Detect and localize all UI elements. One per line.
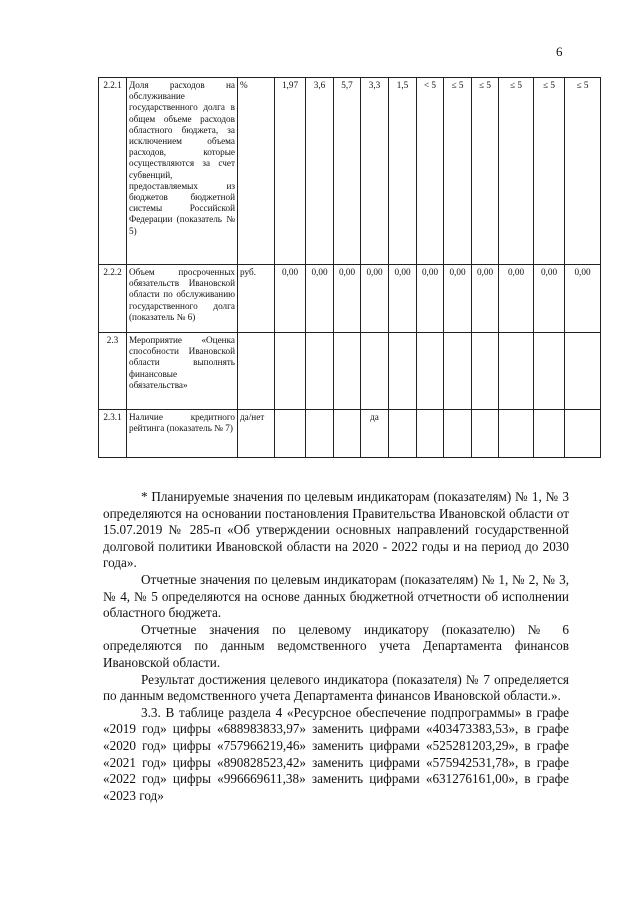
value-cell: 1,97 — [275, 78, 306, 265]
indicator-name-cell: Мероприятие «Оценка способности Ивановской области выполнять финансовые обязательства» — [127, 333, 238, 410]
value-cell: 0,00 — [444, 265, 472, 333]
paragraph: Отчетные значения по целевому индикатору (показателю) № 6 определяются по данным ведомственного учета Департамента финансов Ивановской области. — [103, 621, 569, 670]
value-cell — [275, 410, 306, 458]
row-number-cell: 2.3.1 — [99, 410, 127, 458]
indicator-name-cell: Наличие кредитного рейтинга (показатель № 7) — [127, 410, 238, 458]
unit-cell — [238, 333, 275, 410]
indicators-table — [98, 77, 601, 458]
value-cell: 0,00 — [534, 265, 565, 333]
value-cell — [306, 410, 334, 458]
value-cell: 0,00 — [499, 265, 534, 333]
value-cell — [275, 333, 306, 410]
value-cell — [534, 410, 565, 458]
page-number: 6 — [556, 44, 563, 59]
value-cell: ≤ 5 — [472, 78, 499, 265]
value-cell: 0,00 — [472, 265, 499, 333]
value-cell: 0,00 — [565, 265, 601, 333]
paragraph: 3.3. В таблице раздела 4 «Ресурсное обеспечение подпрограммы» в графе «2019 год» цифры «688983833,97» заменить цифрами «403473383,53», в графе «2020 год» цифры «757966219,46» заменить цифрами «525281203,29», в графе «2021 год» цифры «890828523,42» заменить цифрами «575942531,78», в графе «2022 год» цифры «996669611,38» заменить цифрами «631276161,00», в графе «2023 год» — [103, 704, 569, 803]
paragraph: * Планируемые значения по целевым индикаторам (показателям) № 1, № 3 определяются на основании постановления Правительства Ивановской области от 15.07.2019 № 285-п «Об утверждении основных направлений государственной долговой политики Ивановской области на 2020 - 2022 годы и на период до 2030 года». — [103, 489, 569, 571]
value-cell — [334, 333, 361, 410]
value-cell — [499, 410, 534, 458]
indicator-name-cell: Объем просроченных обязательств Ивановской области по обслуживанию государственного долга (показатель № 6) — [127, 265, 238, 333]
value-cell — [472, 333, 499, 410]
value-cell: ≤ 5 — [534, 78, 565, 265]
body-text — [103, 489, 569, 804]
value-cell — [565, 333, 601, 410]
value-cell — [417, 410, 444, 458]
value-cell: 0,00 — [275, 265, 306, 333]
table-row — [99, 410, 601, 458]
paragraph: Отчетные значения по целевым индикаторам (показателям) № 1, № 2, № 3, № 4, № 5 определяются на основе данных бюджетной отчетности об исполнении областного бюджета. — [103, 571, 569, 621]
table-row — [99, 78, 601, 265]
value-cell — [565, 410, 601, 458]
value-cell — [444, 333, 472, 410]
value-cell: 0,00 — [389, 265, 417, 333]
value-cell: 0,00 — [334, 265, 361, 333]
value-cell: 3,3 — [361, 78, 389, 265]
value-cell: 0,00 — [361, 265, 389, 333]
value-cell: ≤ 5 — [565, 78, 601, 265]
paragraph: Результат достижения целевого индикатора (показателя) № 7 определяется по данным ведомственного учета Департамента финансов Ивановской области.». — [103, 671, 569, 704]
value-cell — [389, 333, 417, 410]
value-cell — [306, 333, 334, 410]
value-cell — [444, 410, 472, 458]
table-row — [99, 265, 601, 333]
row-number-cell: 2.2.1 — [99, 78, 127, 265]
value-cell: ≤ 5 — [444, 78, 472, 265]
row-number-cell: 2.2.2 — [99, 265, 127, 333]
value-cell — [472, 410, 499, 458]
value-cell: 0,00 — [306, 265, 334, 333]
unit-cell: руб. — [238, 265, 275, 333]
value-cell: 5,7 — [334, 78, 361, 265]
value-cell: ≤ 5 — [499, 78, 534, 265]
unit-cell: % — [238, 78, 275, 265]
value-cell — [534, 333, 565, 410]
value-cell: да — [361, 410, 389, 458]
value-cell: 1,5 — [389, 78, 417, 265]
table-row — [99, 333, 601, 410]
indicator-name-cell: Доля расходов на обслуживание государственного долга в общем объеме расходов областного бюджета, за исключением объема расходов, которые осуществляются за счет субвенций, предоставляемых из бюджетов бюджетной системы Российской Федерации (показатель № 5) — [127, 78, 238, 265]
value-cell — [361, 333, 389, 410]
value-cell — [334, 410, 361, 458]
value-cell: 3,6 — [306, 78, 334, 265]
unit-cell: да/нет — [238, 410, 275, 458]
value-cell — [499, 333, 534, 410]
row-number-cell: 2.3 — [99, 333, 127, 410]
value-cell: < 5 — [417, 78, 444, 265]
value-cell: 0,00 — [417, 265, 444, 333]
value-cell — [389, 410, 417, 458]
value-cell — [417, 333, 444, 410]
